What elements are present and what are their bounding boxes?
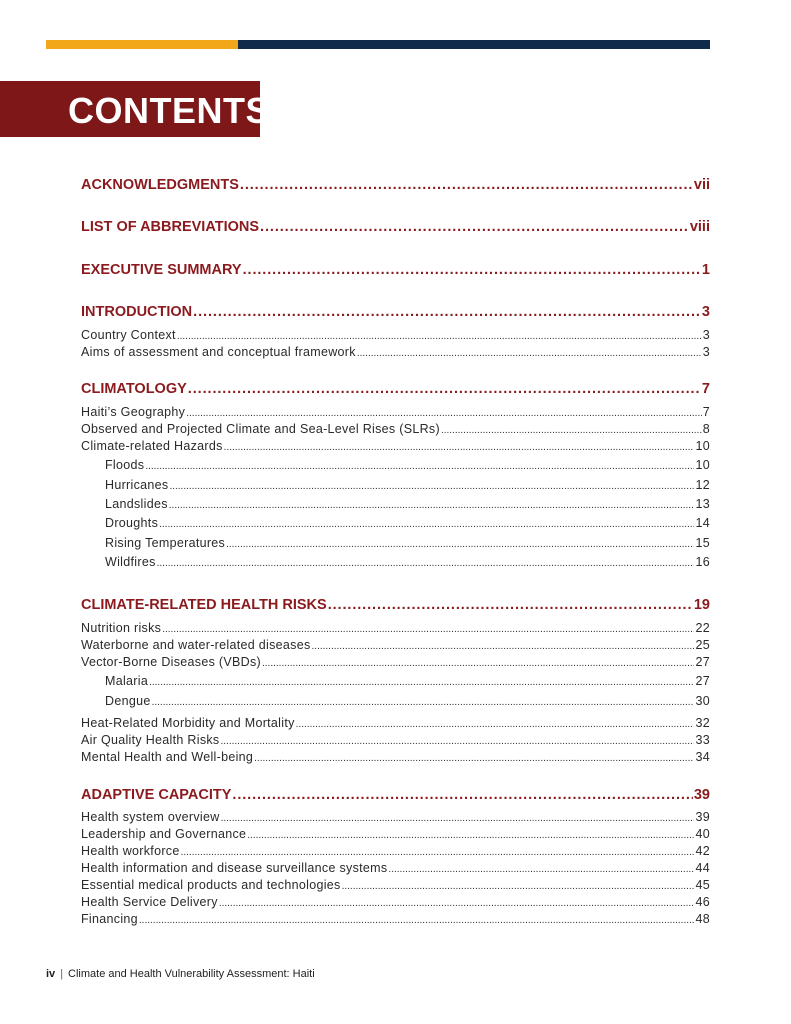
- toc-entry-droughts[interactable]: Droughts ..... 14: [105, 516, 710, 530]
- toc-entry-abbreviations[interactable]: LIST OF ABBREVIATIONS ..... viii: [81, 219, 710, 235]
- toc-entry-hurricanes[interactable]: Hurricanes ..... 12: [105, 478, 710, 492]
- toc-entry-leadership[interactable]: Leadership and Governance ..... 40: [81, 827, 710, 841]
- page-footer: [46, 968, 315, 980]
- top-color-bar: [46, 40, 710, 49]
- toc-entry-rising-temperatures[interactable]: Rising Temperatures ..... 15: [105, 536, 710, 550]
- toc-entry-country-context[interactable]: Country Context ..... 3: [81, 328, 710, 342]
- toc-entry-vbds[interactable]: Vector-Borne Diseases (VBDs) ..... 27: [81, 655, 710, 669]
- toc-entry-climatology[interactable]: CLIMATOLOGY ..... 7: [81, 381, 710, 397]
- toc-entry-air-quality[interactable]: Air Quality Health Risks ..... 33: [81, 733, 710, 747]
- toc-entry-observed-climate[interactable]: Observed and Projected Climate and Sea-Level Rises (SLRs) ..... 8: [81, 422, 710, 436]
- toc-entry-health-system[interactable]: Health system overview ..... 39: [81, 810, 710, 824]
- toc-entry-introduction[interactable]: INTRODUCTION ..... 3: [81, 304, 710, 320]
- toc-entry-health-information[interactable]: Health information and disease surveillance systems ..... 44: [81, 861, 710, 875]
- toc-entry-service-delivery[interactable]: Health Service Delivery ..... 46: [81, 895, 710, 909]
- toc-entry-dengue[interactable]: Dengue ..... 30: [105, 694, 710, 708]
- toc-entry-mental-health[interactable]: Mental Health and Well-being ..... 34: [81, 750, 710, 764]
- toc-entry-malaria[interactable]: Malaria ..... 27: [105, 674, 710, 688]
- top-bar-navy-segment: [238, 40, 710, 49]
- toc-entry-wildfires[interactable]: Wildfires ..... 16: [105, 555, 710, 569]
- toc-entry-nutrition-risks[interactable]: Nutrition risks ..... 22: [81, 621, 710, 635]
- toc-entry-health-risks[interactable]: CLIMATE-RELATED HEALTH RISKS ..... 19: [81, 597, 710, 613]
- page-title: CONTENTS: [0, 81, 260, 137]
- footer-page-number: iv: [46, 968, 56, 980]
- toc-entry-workforce[interactable]: Health workforce ..... 42: [81, 844, 710, 858]
- toc-entry-landslides[interactable]: Landslides ..... 13: [105, 497, 710, 511]
- toc-entry-adaptive-capacity[interactable]: ADAPTIVE CAPACITY ..... 39: [81, 787, 710, 803]
- toc-entry-geography[interactable]: Haiti’s Geography ..... 7: [81, 405, 710, 419]
- toc-entry-climate-hazards[interactable]: Climate-related Hazards ..... 10: [81, 439, 710, 453]
- toc-entry-heat-related[interactable]: Heat-Related Morbidity and Mortality ..... 32: [81, 716, 710, 730]
- toc-entry-floods[interactable]: Floods ..... 10: [105, 458, 710, 472]
- toc-entry-executive-summary[interactable]: EXECUTIVE SUMMARY ..... 1: [81, 262, 710, 278]
- toc-entry-medical-products[interactable]: Essential medical products and technologies ..... 45: [81, 878, 710, 892]
- footer-document-title: Climate and Health Vulnerability Assessment: Haiti: [68, 968, 315, 980]
- toc-entry-waterborne[interactable]: Waterborne and water-related diseases ..... 25: [81, 638, 710, 652]
- toc-entry-financing[interactable]: Financing ..... 48: [81, 912, 710, 926]
- toc-entry-aims[interactable]: Aims of assessment and conceptual framework ..... 3: [81, 345, 710, 359]
- top-bar-gold-segment: [46, 40, 238, 49]
- toc-entry-acknowledgments[interactable]: ACKNOWLEDGMENTS ..... vii: [81, 177, 710, 193]
- footer-separator: |: [60, 968, 64, 980]
